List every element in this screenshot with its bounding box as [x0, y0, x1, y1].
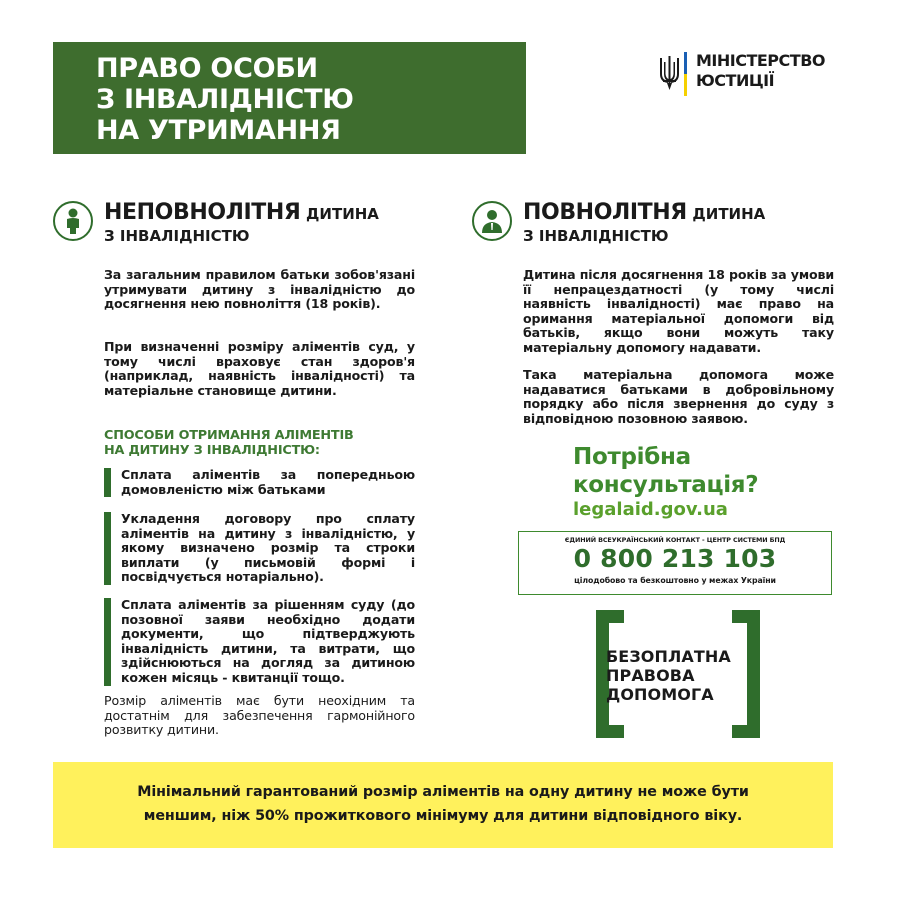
phone-contact-box: [518, 531, 832, 595]
method-item-2: Укладення договору про сплату аліментів на дитину з інвалідністю, у якому визначено розмір та строки виплати (у письмовій формі і посвідчується нотаріально).: [104, 512, 415, 585]
page-title: ПРАВО ОСОБИ З ІНВАЛІДНІСТЮ НА УТРИМАННЯ: [96, 53, 354, 146]
phone-number[interactable]: 0 800 213 103: [573, 544, 777, 573]
method-item-3: Сплата аліментів за рішенням суду (до позовної заяви необхідно додати документи, що підтверджують інвалідність дитини, та витрати, що здійснюються на догляд за дитиною кожен місяць - квитанції тощо.: [104, 598, 415, 686]
child-icon: [53, 201, 93, 241]
consultation-question: Потрібна консультація?: [573, 444, 759, 498]
trident-icon: [658, 50, 692, 96]
minor-closing-text: Розмір аліментів має бути неохідним та достатнім для забезпечення гармонійного розвитку дитини.: [104, 693, 415, 738]
phone-note: цілодобово та безкоштовно у межах України: [574, 576, 776, 585]
minor-paragraph-1: За загальним правилом батьки зобов'язані утримувати дитину з інвалідністю до досягнення нею повноліття (18 років).: [104, 267, 415, 312]
right-bracket-shape: [747, 610, 760, 738]
adult-person-icon: [472, 201, 512, 241]
ministry-name: МІНІСТЕРСТВО ЮСТИЦІЇ: [696, 51, 825, 90]
adult-section-title: ПОВНОЛІТНЯ ДИТИНА З ІНВАЛІДНІСТЮ: [523, 200, 766, 245]
adult-paragraph-2: Така матеріальна допомога може надаватися батьками в добровільному порядку або після звернення до суду з відповідною позовною заявою.: [523, 367, 834, 426]
adult-paragraph-1: Дитина після досягнення 18 років за умови її непрацездатності (у тому числі наявність інвалідності) має право на оримання матеріальної допомоги від батьків, якщо вони можуть таку матеріальну допомогу надавати.: [523, 267, 834, 355]
minimum-alimony-text: Мінімальний гарантований розмір аліментів на одну дитину не може бути меншим, ніж 50% прожиткового мінімуму для дитини відповідного віку.: [137, 784, 749, 824]
minor-paragraph-2: При визначенні розміру аліментів суд, у тому числі враховує стан здоров'я (наприклад, наявність інвалідності) та матеріальне становище дитини.: [104, 339, 415, 398]
method-item-1: Сплата аліментів за попередньою домовленістю між батьками: [104, 468, 415, 497]
contact-caption: ЄДИНИЙ ВСЕУКРАЇНСЬКИЙ КОНТАКТ - ЦЕНТР СИСТЕМИ БПД: [564, 536, 786, 544]
methods-title: СПОСОБИ ОТРИМАННЯ АЛІМЕНТІВ НА ДИТИНУ З ІНВАЛІДНІСТЮ:: [104, 428, 354, 458]
free-legal-aid-logo: [596, 610, 760, 738]
ministry-logo: [658, 50, 848, 98]
legalaid-link[interactable]: legalaid.gov.ua: [573, 499, 728, 520]
free-legal-aid-text: БЕЗОПЛАТНА ПРАВОВА ДОПОМОГА: [606, 647, 731, 704]
minimum-alimony-note: [53, 762, 833, 848]
title-banner: [53, 42, 526, 154]
minor-section-title: НЕПОВНОЛІТНЯ ДИТИНА З ІНВАЛІДНІСТЮ: [104, 200, 379, 245]
